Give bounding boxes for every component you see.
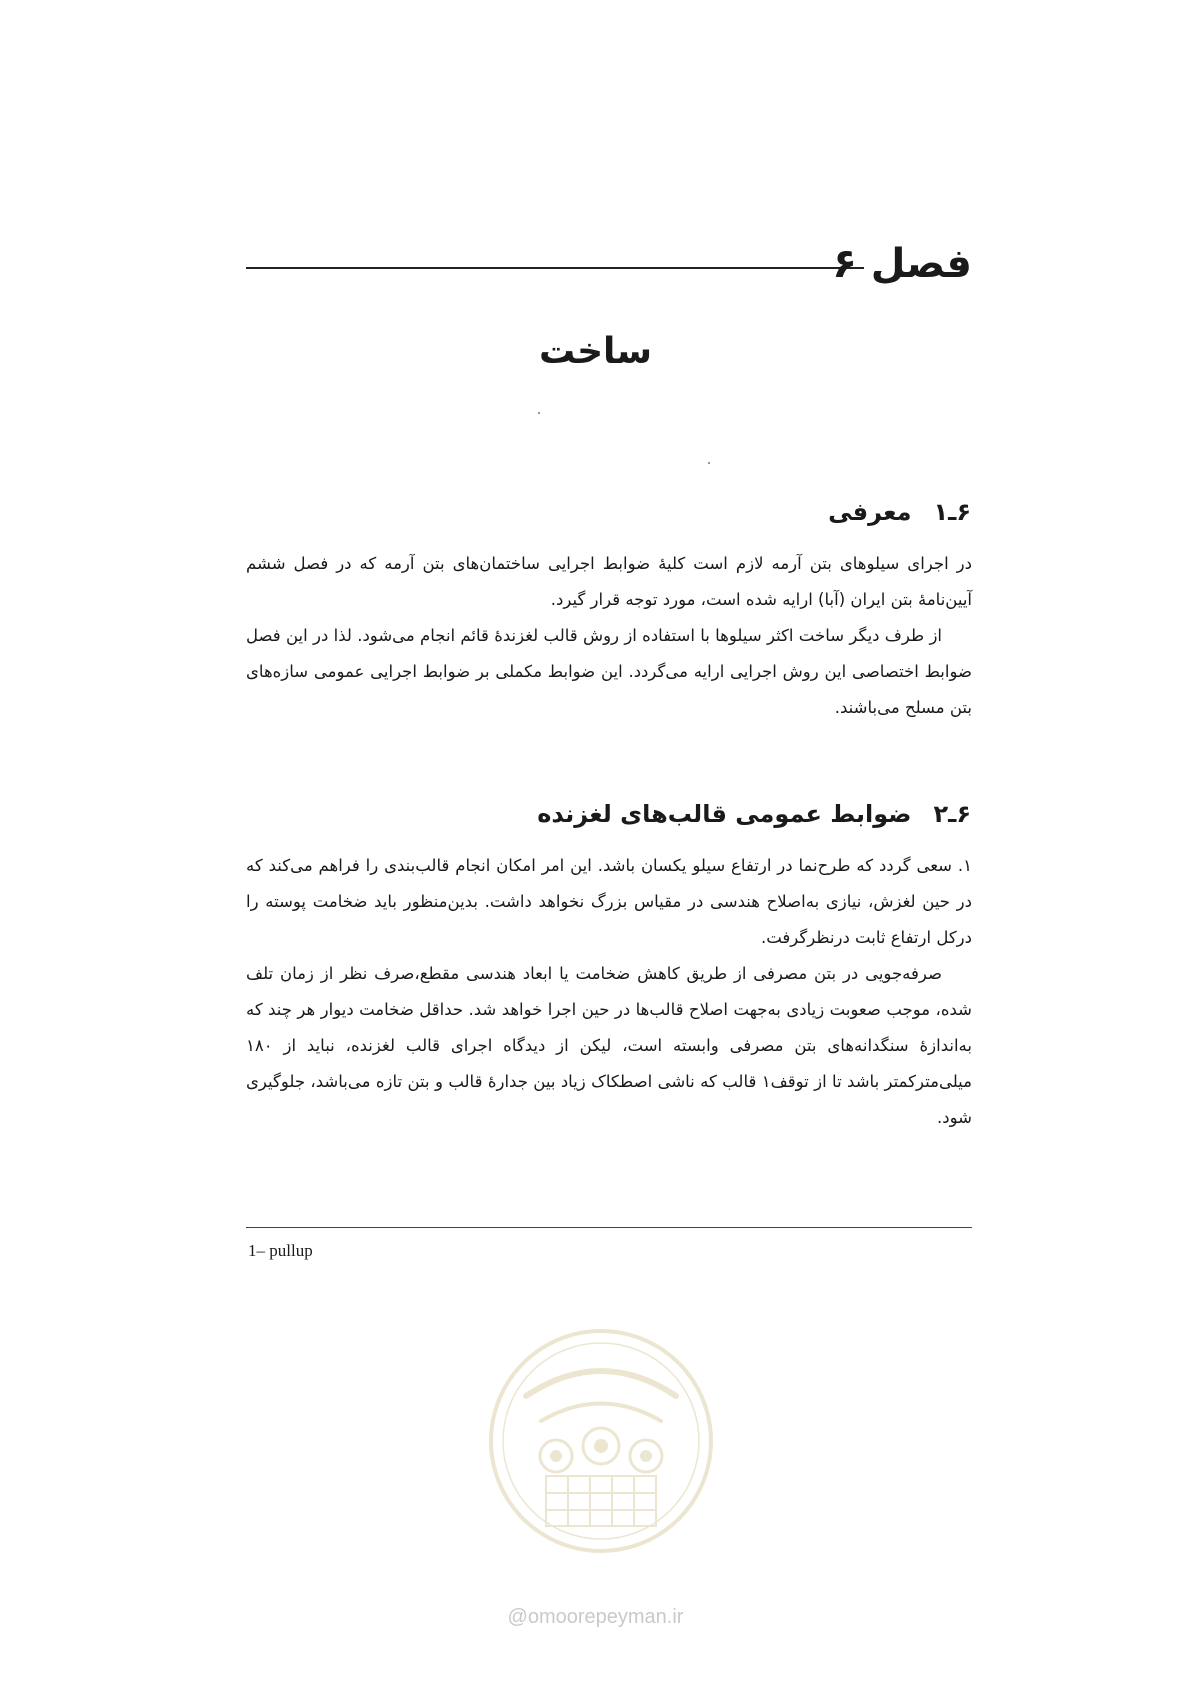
section-number: ۶ـ۱ <box>933 498 971 526</box>
section-heading-intro <box>828 494 971 530</box>
section-heading-general-rules <box>537 796 971 832</box>
chapter-label: فصل ۶ <box>832 241 972 287</box>
chapter-rule <box>246 267 864 269</box>
chapter-header <box>246 236 972 296</box>
paragraph: ۱. سعی گردد که طرح‌نما در ارتفاع سیلو یکسان باشد. این امر امکان انجام قالب‌بندی را فراهم می‌کند که در حین لغزش، نیازی به‌اصلاح هندسی در مقیاس بزرگ نخواهد داشت. بدین‌منظور باید ضخامت پوسته را درکل ارتفاع ثابت درنظرگرفت. <box>246 856 972 947</box>
paragraph: در اجرای سیلوهای بتن آرمه لازم است کلیهٔ ضوابط اجرایی ساختمان‌های بتن آرمه که در فصل ششم آیین‌نامهٔ بتن ایران (آبا) ارایه شده است، مورد توجه قرار گیرد. <box>246 554 972 609</box>
footnote-rule <box>246 1227 972 1228</box>
watermark-seal-icon <box>486 1326 716 1556</box>
chapter-title: ساخت <box>539 331 652 372</box>
section-title: معرفی <box>828 498 912 526</box>
section-number: ۶ـ۲ <box>933 800 971 828</box>
section-body-intro <box>246 546 972 726</box>
watermark-url: @omoorepeyman.ir <box>507 1606 684 1628</box>
section-body-general-rules <box>246 848 972 1136</box>
paragraph: صرفه‌جویی در بتن مصرفی از طریق کاهش ضخامت یا ابعاد هندسی مقطع،صرف نظر از زمان تلف شده، موجب صعوبت زیادی به‌جهت اصلاح قالب‌ها در حین اجرا خواهد شد. حداقل ضخامت دیوار هر چند که به‌اندازهٔ سنگدانه‌های بتن مصرفی وابسته است، لیکن از دیدگاه اجرای قالب لغزنده، نباید از ۱۸۰ میلی‌مترکمتر باشد تا از توقف۱ قالب که ناشی اصطکاک زیاد بین جدارهٔ قالب و بتن تازه می‌باشد، جلوگیری شود. <box>246 964 972 1127</box>
footnote: 1– pullup <box>248 1241 313 1260</box>
print-speck <box>708 462 710 464</box>
print-speck <box>538 412 540 414</box>
section-title: ضوابط عمومی قالب‌های لغزنده <box>537 800 912 828</box>
paragraph: از طرف دیگر ساخت اکثر سیلوها با استفاده از روش قالب لغزندهٔ قائم انجام می‌شود. لذا در این فصل ضوابط اختصاصی این روش اجرایی ارایه می‌گردد. این ضوابط مکملی بر ضوابط اجرایی عمومی سازه‌های بتن مسلح می‌باشند. <box>246 626 972 717</box>
